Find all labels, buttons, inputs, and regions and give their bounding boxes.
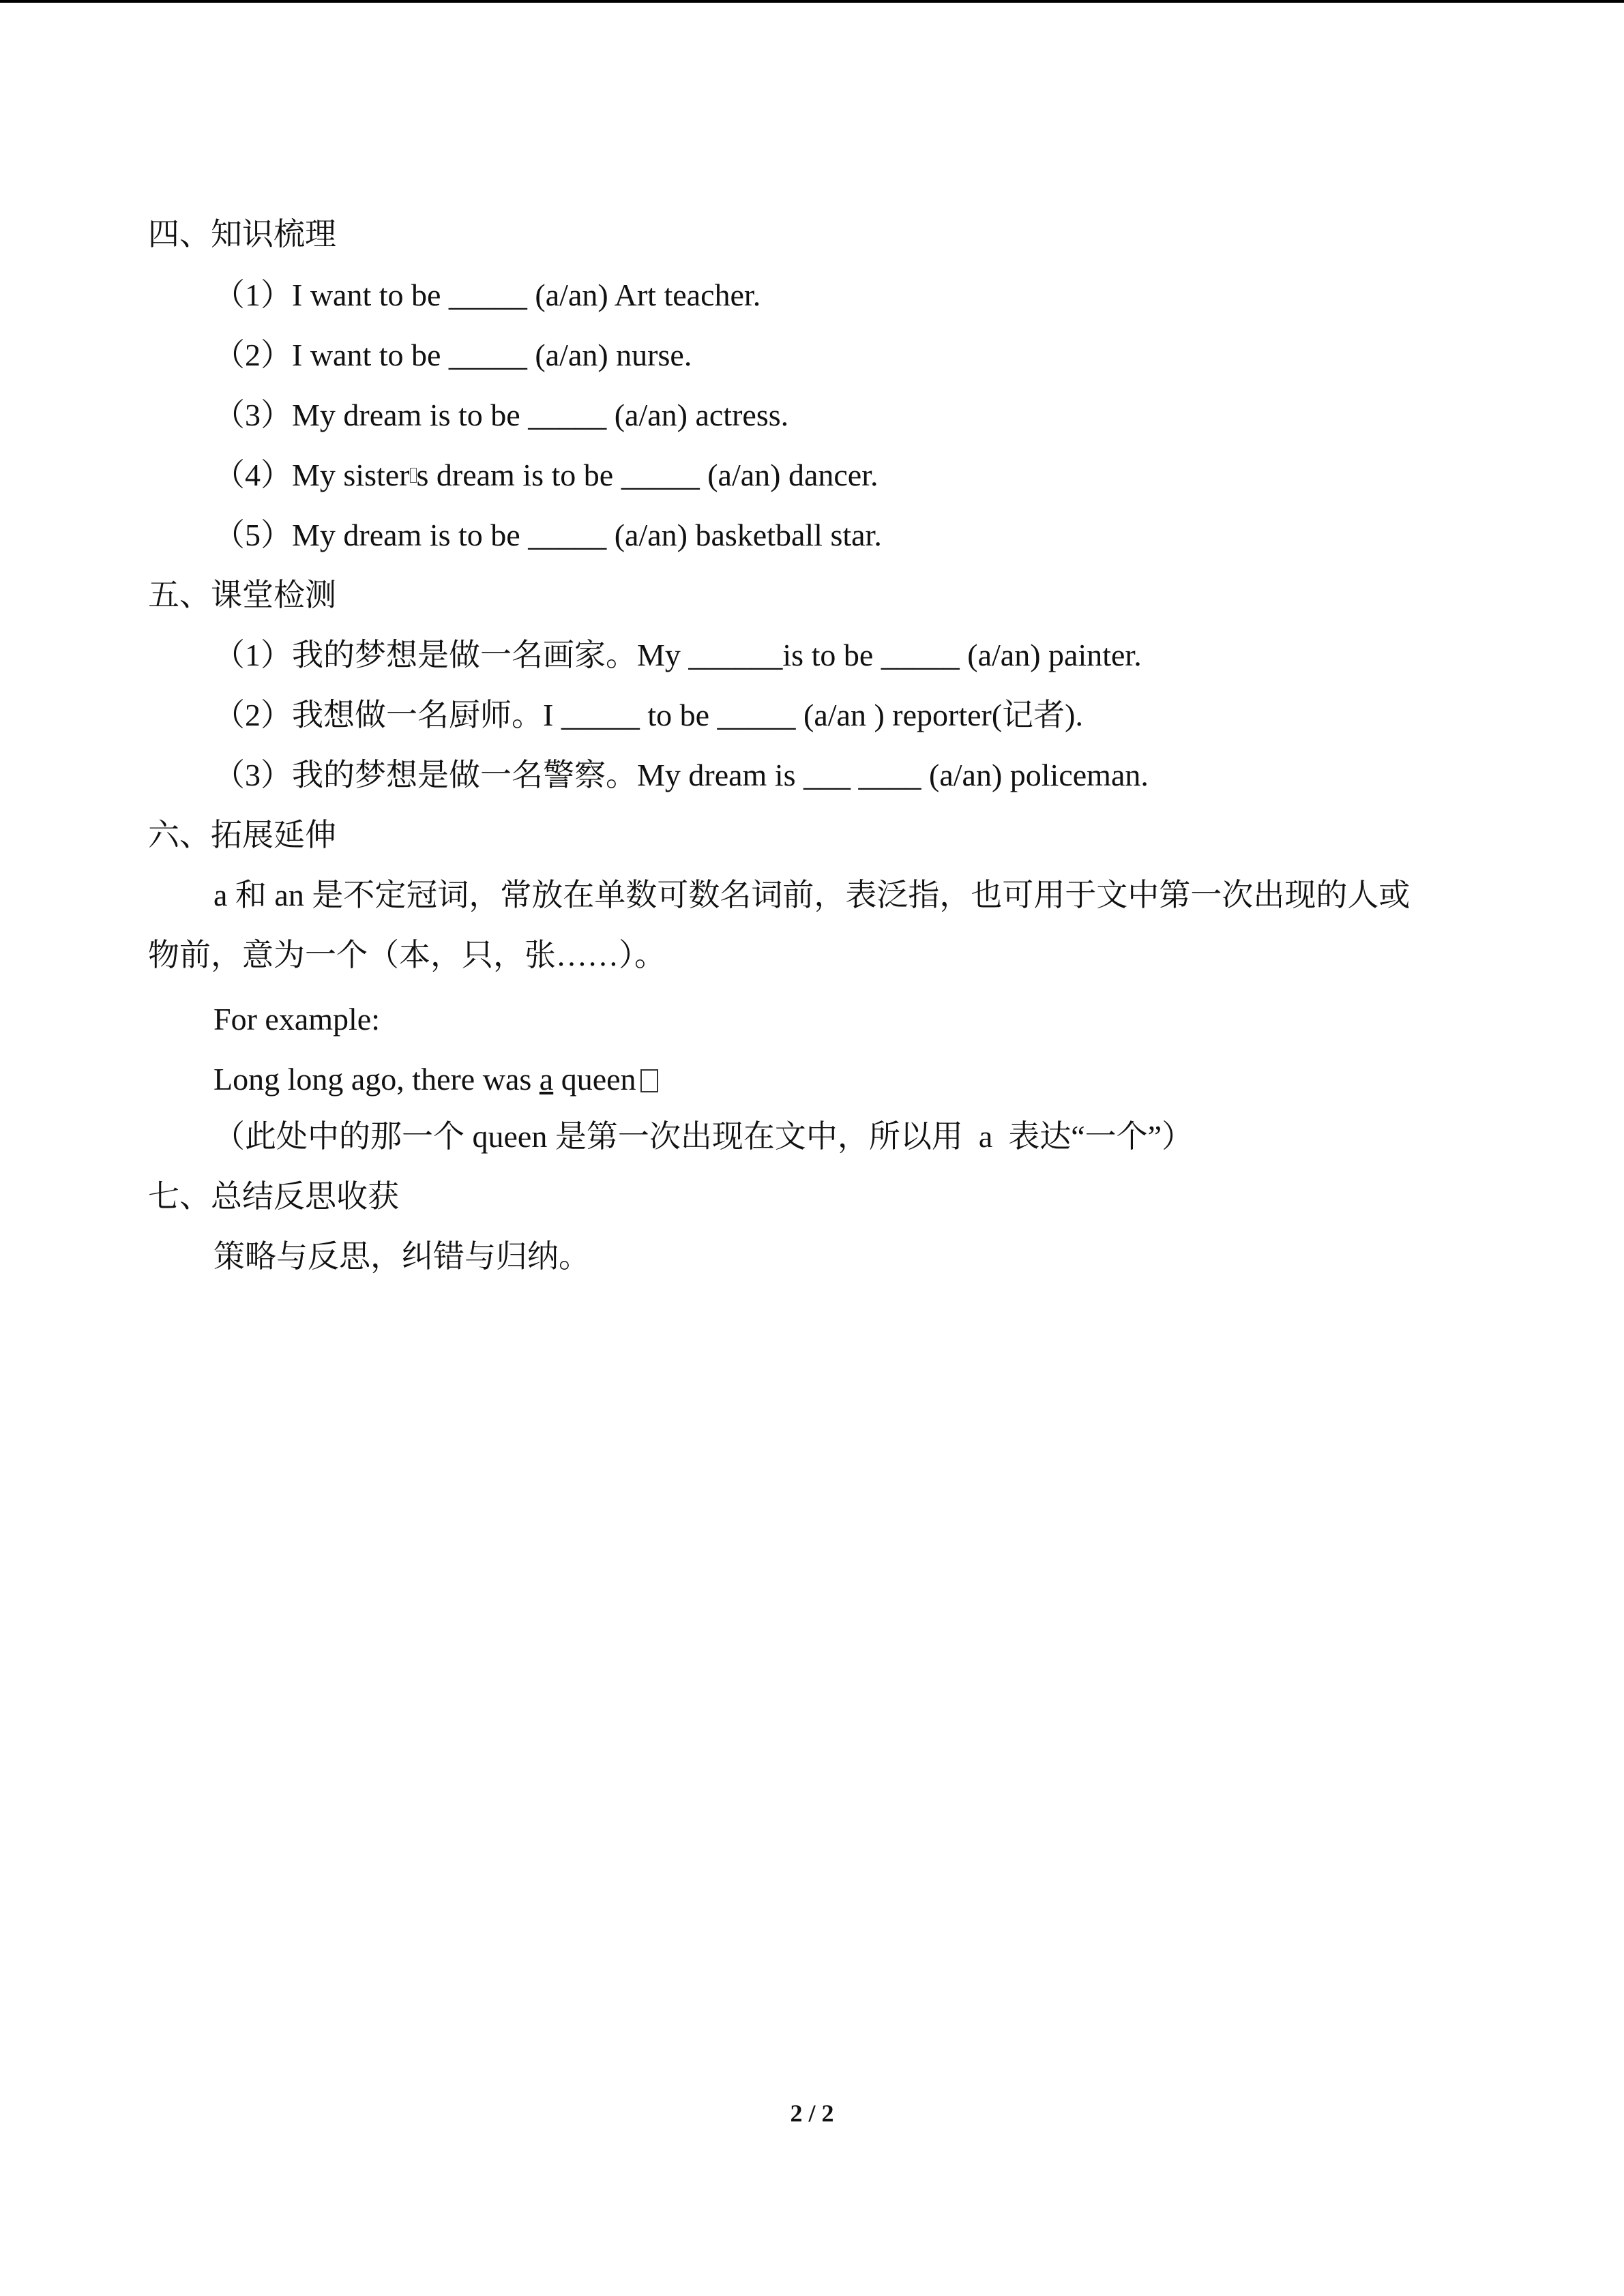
- knowledge-item-4: [213, 455, 879, 496]
- section-heading-classroom-check: 五、课堂检测: [148, 578, 336, 612]
- knowledge-item-2: （2）I want to be _____ (a/an) nurse.: [213, 338, 692, 372]
- page-number: 2 / 2: [790, 2100, 834, 2127]
- section-heading-summary: 七、总结反思收获: [148, 1179, 399, 1214]
- knowledge-item-3: （3）My dream is to be _____ (a/an) actress.: [213, 398, 789, 432]
- knowledge-item-4-start: （4）My sister: [213, 458, 410, 492]
- check-item-3: （3）我的梦想是做一名警察。My dream is ___ ____ (a/an) policeman.: [213, 758, 1149, 792]
- extension-paragraph-line-1: a 和 an 是不定冠词，常放在单数可数名词前，表泛指，也可用于文中第一次出现的人或: [213, 878, 1411, 912]
- summary-text: 策略与反思，纠错与归纳。: [213, 1239, 590, 1274]
- example-sentence: [213, 1059, 658, 1100]
- example-sentence-end: queen: [553, 1062, 636, 1097]
- example-sentence-start: Long long ago, there was: [213, 1062, 540, 1097]
- top-border-rule: [0, 0, 1624, 3]
- section-heading-extension: 六、拓展延伸: [148, 818, 336, 852]
- example-note: （此处中的那一个 queen 是第一次出现在文中，所以用 a 表达“一个”）: [213, 1119, 1194, 1154]
- missing-glyph-icon: [410, 468, 417, 483]
- extension-paragraph-line-2: 物前，意为一个（本，只，张……）。: [148, 938, 666, 972]
- check-item-1: （1）我的梦想是做一名画家。My ______is to be _____ (a/an) painter.: [213, 638, 1142, 672]
- knowledge-item-4-end: s dream is to be _____ (a/an) dancer.: [416, 458, 879, 492]
- example-article: a: [539, 1062, 554, 1097]
- knowledge-item-1: （1）I want to be _____ (a/an) Art teacher.: [213, 278, 761, 312]
- missing-glyph-box-icon: [640, 1069, 658, 1092]
- check-item-2: （2）我想做一名厨师。I _____ to be _____ (a/an ) reporter(记者).: [213, 698, 1083, 732]
- example-label: For example:: [213, 1002, 380, 1037]
- knowledge-item-5: （5）My dream is to be _____ (a/an) basketball star.: [213, 518, 882, 552]
- section-heading-knowledge: 四、知识梳理: [148, 217, 336, 252]
